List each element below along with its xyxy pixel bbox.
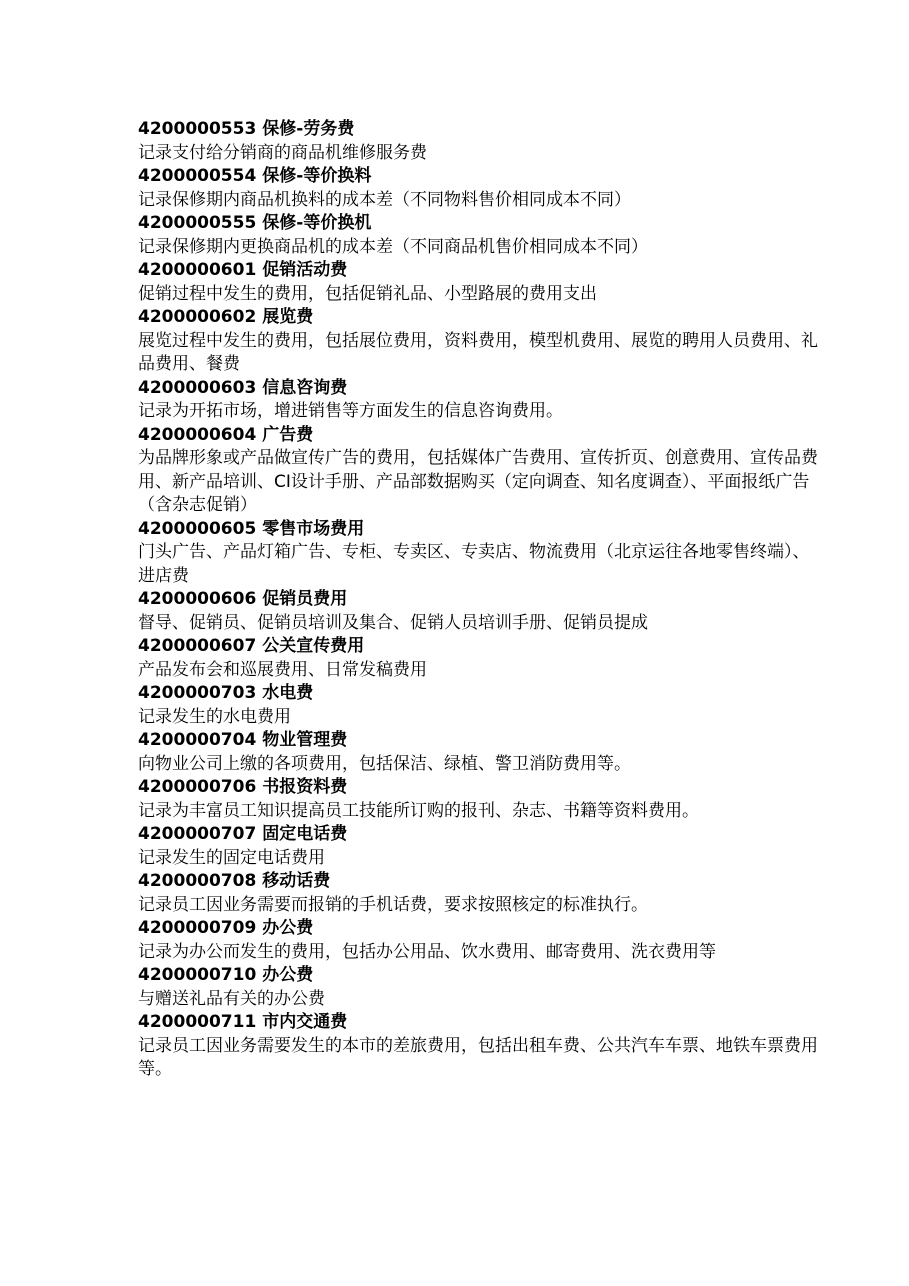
account-heading: [138, 377, 818, 401]
account-code: 4200000704: [138, 730, 257, 750]
account-heading: [138, 682, 818, 706]
account-heading: [138, 635, 818, 659]
account-code: 4200000710: [138, 965, 257, 985]
account-title: 零售市场费用: [262, 518, 365, 539]
account-code: 4200000711: [138, 1012, 257, 1032]
account-heading: [138, 306, 818, 330]
account-description: 记录支付给分销商的商品机维修服务费: [138, 142, 427, 163]
account-code: 4200000607: [138, 636, 257, 656]
account-description: 记录为办公而发生的费用，包括办公用品、饮水费用、邮寄费用、洗衣费用等: [138, 941, 716, 962]
account-entry: [138, 118, 818, 165]
account-title: 书报资料费: [262, 777, 348, 797]
account-code: 4200000553: [138, 119, 257, 139]
account-title: 移动话费: [262, 871, 331, 891]
account-code: 4200000708: [138, 871, 257, 891]
account-title: 保修-劳务费: [262, 119, 355, 139]
account-entry: [138, 682, 818, 729]
account-title: 固定电话费: [262, 824, 348, 844]
account-description: 记录保修期内更换商品机的成本差（不同商品机售价相同成本不同）: [138, 236, 648, 257]
account-code: 4200000601: [138, 260, 257, 280]
account-entry: [138, 259, 818, 306]
account-title: 保修-等价换机: [262, 213, 372, 233]
account-title: 广告费: [262, 424, 314, 445]
account-description: 展览过程中发生的费用，包括展位费用，资料费用，模型机费用、展览的聘用人员费用、礼品费用、餐费: [138, 330, 818, 374]
account-code: 4200000603: [138, 377, 257, 398]
account-entry: [138, 588, 818, 635]
account-heading: [138, 823, 818, 847]
account-title: 物业管理费: [262, 730, 348, 750]
account-entry: [138, 306, 818, 377]
account-heading: [138, 917, 818, 941]
account-heading: [138, 165, 818, 189]
account-code: 4200000707: [138, 824, 257, 844]
account-title: 公关宣传费用: [262, 636, 365, 656]
account-entry: [138, 377, 818, 424]
account-description: 记录发生的水电费用: [138, 706, 291, 727]
account-entry: [138, 635, 818, 682]
account-entry: [138, 776, 818, 823]
account-description: 督导、促销员、促销员培训及集合、促销人员培训手册、促销员提成: [138, 612, 648, 633]
account-heading: [138, 776, 818, 800]
account-entry: [138, 518, 818, 589]
account-code: 4200000605: [138, 518, 257, 539]
account-code: 4200000554: [138, 166, 257, 186]
account-heading: [138, 588, 818, 612]
account-description: 促销过程中发生的费用，包括促销礼品、小型路展的费用支出: [138, 283, 597, 304]
account-title: 信息咨询费: [262, 377, 348, 398]
account-description: 记录为丰富员工知识提高员工技能所订购的报刊、杂志、书籍等资料费用。: [138, 800, 699, 821]
account-title: 市内交通费: [262, 1012, 348, 1032]
account-title: 促销员费用: [262, 589, 348, 609]
account-entry: [138, 870, 818, 917]
account-heading: [138, 964, 818, 988]
account-heading: [138, 212, 818, 236]
account-description: 为品牌形象或产品做宣传广告的费用，包括媒体广告费用、宣传折页、创意费用、宣传品费用、新产品培训、CI设计手册、产品部数据购买（定向调查、知名度调查）、平面报纸广告（含杂志促销）: [138, 448, 818, 515]
account-title: 展览费: [262, 307, 314, 327]
account-description: 与赠送礼品有关的办公费: [138, 988, 325, 1009]
account-title: 保修-等价换料: [262, 166, 372, 186]
account-code: 4200000706: [138, 777, 257, 797]
account-heading: [138, 518, 818, 542]
account-heading: [138, 118, 818, 142]
account-heading: [138, 1011, 818, 1035]
account-description: 记录员工因业务需要发生的本市的差旅费用，包括出租车费、公共汽车车票、地铁车票费用等。: [138, 1035, 818, 1079]
account-description: 记录发生的固定电话费用: [138, 847, 325, 868]
account-code: 4200000604: [138, 424, 257, 445]
account-title: 办公费: [262, 918, 314, 938]
account-entry: [138, 823, 818, 870]
account-title: 办公费: [262, 965, 314, 985]
account-title: 促销活动费: [262, 260, 348, 280]
account-heading: [138, 870, 818, 894]
account-description: 记录员工因业务需要而报销的手机话费，要求按照核定的标准执行。: [138, 894, 648, 915]
account-code: 4200000555: [138, 213, 257, 233]
account-description: 记录为开拓市场，增进销售等方面发生的信息咨询费用。: [138, 401, 563, 421]
account-description: 门头广告、产品灯箱广告、专柜、专卖区、专卖店、物流费用（北京运往各地零售终端）、进店费: [138, 542, 810, 586]
account-entry: [138, 964, 818, 1011]
account-entry: [138, 729, 818, 776]
account-description: 记录保修期内商品机换料的成本差（不同物料售价相同成本不同）: [138, 189, 631, 210]
account-entry: [138, 1011, 818, 1082]
account-code: 4200000709: [138, 918, 257, 938]
account-code: 4200000606: [138, 589, 257, 609]
account-description: 产品发布会和巡展费用、日常发稿费用: [138, 659, 427, 680]
account-code: 4200000602: [138, 307, 257, 327]
account-entry: [138, 165, 818, 212]
account-heading: [138, 729, 818, 753]
account-entry: [138, 424, 818, 518]
account-code: 4200000703: [138, 683, 257, 703]
account-description: 向物业公司上缴的各项费用，包括保洁、绿植、警卫消防费用等。: [138, 753, 631, 774]
account-heading: [138, 424, 818, 448]
account-heading: [138, 259, 818, 283]
account-entry: [138, 212, 818, 259]
account-title: 水电费: [262, 683, 314, 703]
account-entry: [138, 917, 818, 964]
document-page: [138, 118, 818, 1082]
